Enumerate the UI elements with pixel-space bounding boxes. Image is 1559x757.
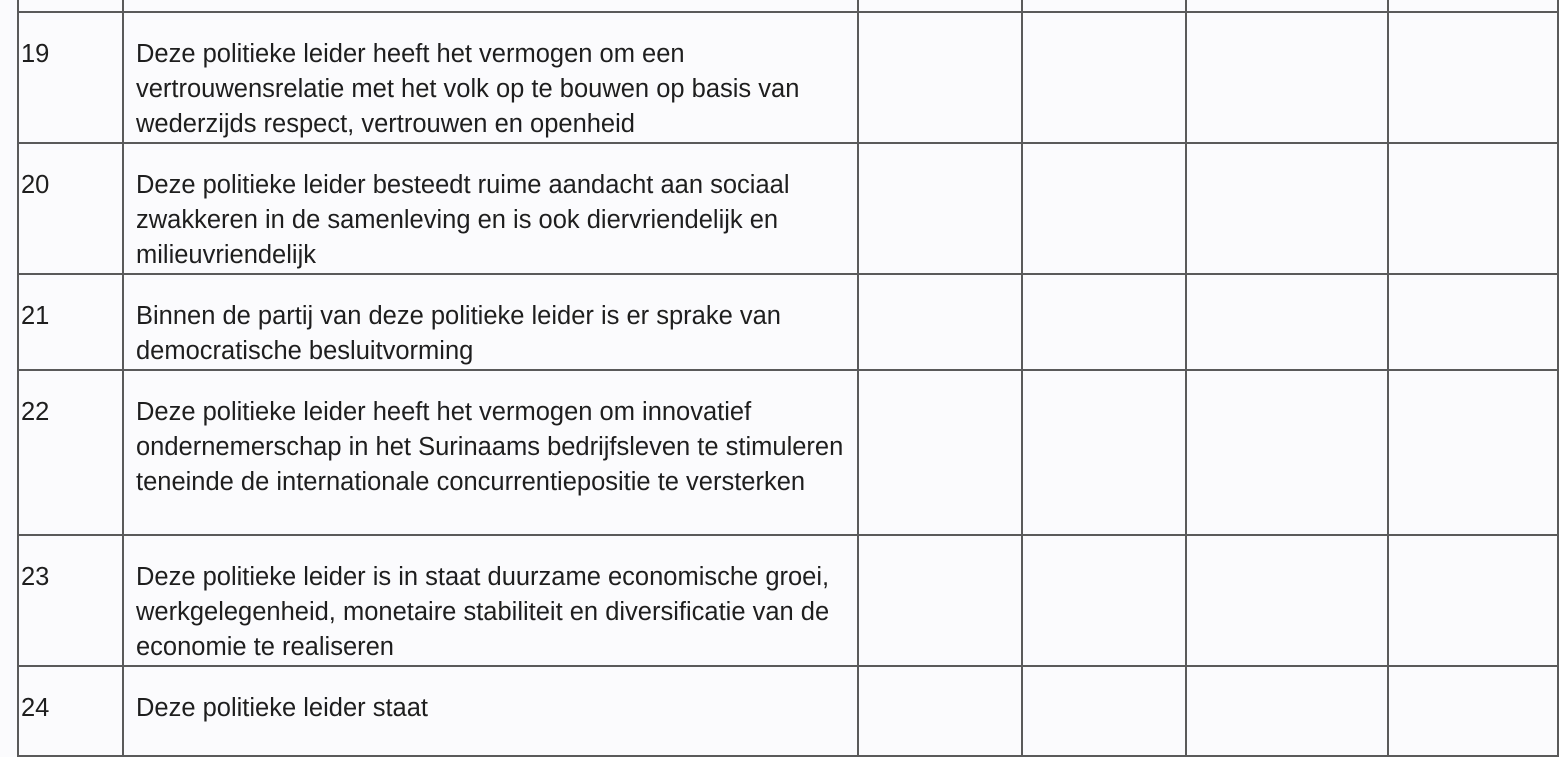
row-number: 22 (21, 398, 50, 426)
row-number: 19 (21, 40, 50, 68)
answer-cell[interactable] (1388, 370, 1558, 535)
answer-cell[interactable] (1022, 143, 1186, 274)
answer-cell[interactable] (858, 370, 1022, 535)
answer-cell[interactable] (858, 0, 1022, 12)
statement-cell (123, 274, 858, 370)
answer-cell[interactable] (858, 274, 1022, 370)
answer-cell[interactable] (1388, 666, 1558, 756)
answer-cell[interactable] (1388, 0, 1558, 12)
statement-cell (123, 666, 858, 756)
answer-cell[interactable] (1022, 535, 1186, 666)
answer-cell[interactable] (858, 535, 1022, 666)
answer-cell[interactable] (858, 666, 1022, 756)
answer-cell[interactable] (858, 143, 1022, 274)
row-number-cell (18, 0, 123, 12)
answer-cell[interactable] (1186, 143, 1388, 274)
row-number-cell (18, 535, 123, 666)
table-row (18, 143, 1558, 274)
row-number-cell (18, 666, 123, 756)
row-number-cell (18, 370, 123, 535)
statement-text: Deze politieke leider heeft het vermogen om een vertrouwensrelatie met het volk op te bouwen op basis van wederzijds respect, vertrouwen en openheid (136, 40, 800, 138)
table-row (18, 274, 1558, 370)
row-number-cell (18, 143, 123, 274)
row-number: 21 (21, 302, 50, 330)
table-row (18, 12, 1558, 143)
answer-cell[interactable] (858, 12, 1022, 143)
answer-cell[interactable] (1186, 535, 1388, 666)
answer-cell[interactable] (1022, 370, 1186, 535)
answer-cell[interactable] (1186, 370, 1388, 535)
statement-cell (123, 12, 858, 143)
statement-text: Deze politieke leider besteedt ruime aandacht aan sociaal zwakkeren in de samenleving en is ook diervriendelijk en milieuvriendelijk (136, 171, 790, 269)
statement-text: Deze politieke leider is in staat duurzame economische groei, werkgelegenheid, monetaire stabiliteit en diversificatie van de economie te realiseren (136, 563, 830, 661)
statement-text: Deze politieke leider heeft het vermogen om innovatief ondernemerschap in het Surinaams bedrijfsleven te stimuleren teneinde de internationale concurrentiepositie te versterken (136, 398, 844, 496)
table-row (18, 370, 1558, 535)
table-row (18, 666, 1558, 756)
answer-cell[interactable] (1022, 12, 1186, 143)
row-number: 23 (21, 563, 50, 591)
answer-cell[interactable] (1388, 274, 1558, 370)
table-row (18, 535, 1558, 666)
answer-cell[interactable] (1022, 0, 1186, 12)
answer-cell[interactable] (1186, 274, 1388, 370)
answer-cell[interactable] (1388, 12, 1558, 143)
survey-table (17, 0, 1559, 757)
statement-text: Deze politieke leider staat (136, 694, 428, 722)
statement-cell (123, 535, 858, 666)
statement-text: Binnen de partij van deze politieke leider is er sprake van democratische besluitvorming (136, 302, 781, 365)
answer-cell[interactable] (1388, 143, 1558, 274)
row-number: 20 (21, 171, 50, 199)
statement-cell (123, 370, 858, 535)
answer-cell[interactable] (1022, 666, 1186, 756)
statement-cell (123, 0, 858, 12)
table-row (18, 0, 1558, 12)
answer-cell[interactable] (1022, 274, 1186, 370)
answer-cell[interactable] (1186, 0, 1388, 12)
row-number-cell (18, 12, 123, 143)
statement-cell (123, 143, 858, 274)
answer-cell[interactable] (1186, 666, 1388, 756)
row-number: 24 (21, 694, 50, 722)
answer-cell[interactable] (1388, 535, 1558, 666)
answer-cell[interactable] (1186, 12, 1388, 143)
row-number-cell (18, 274, 123, 370)
